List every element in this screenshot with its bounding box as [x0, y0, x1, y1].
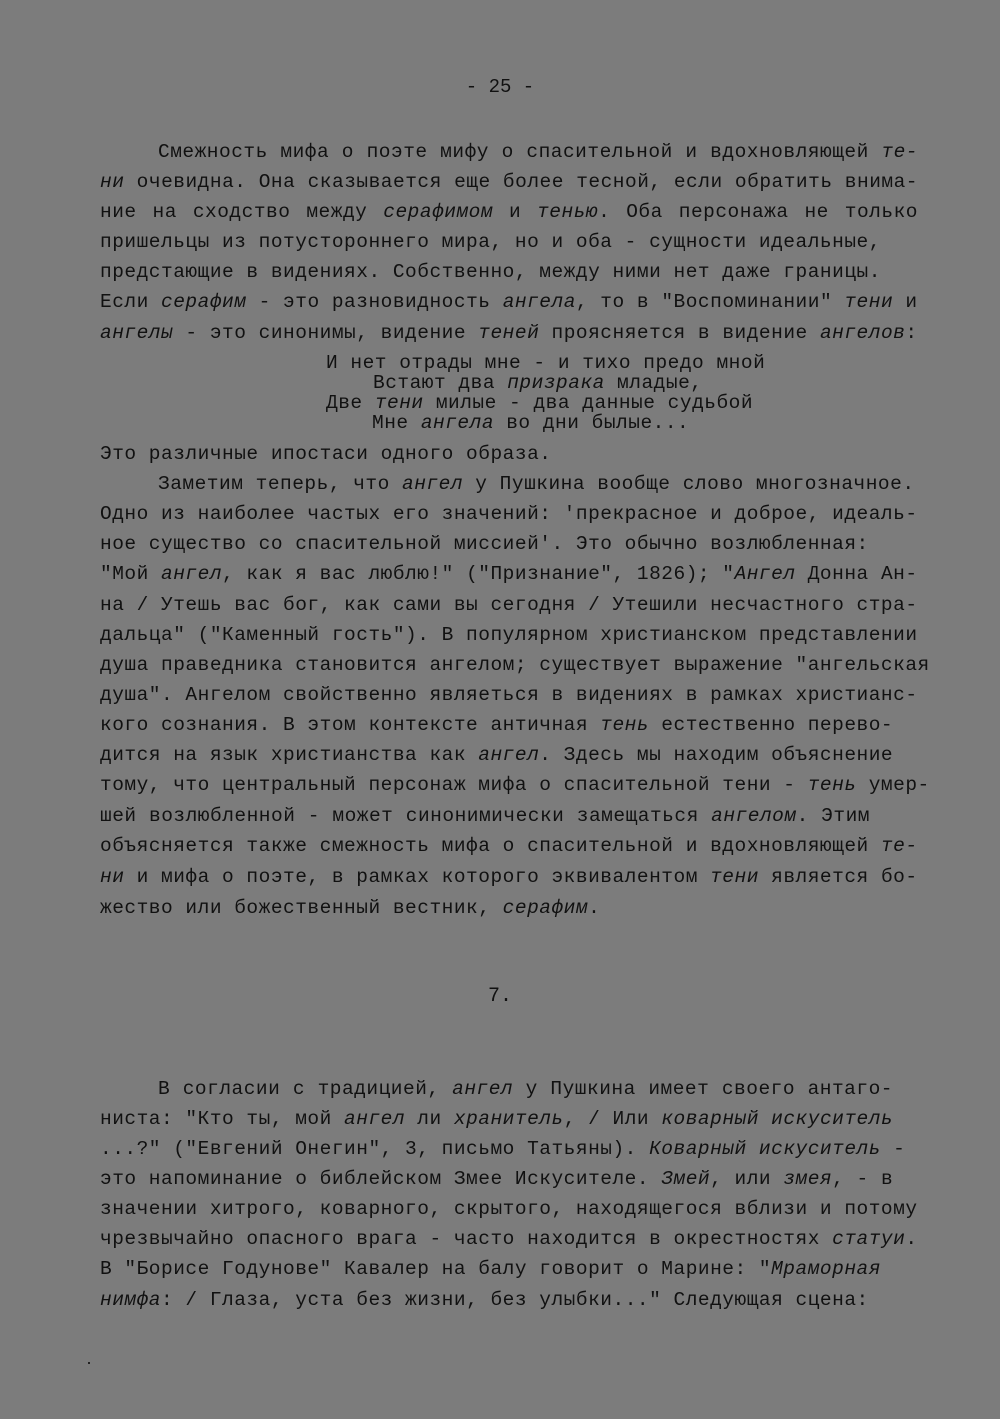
text-line: В "Борисе Годунове" Кавалер на балу говорит о Марине: "Мраморная	[100, 1258, 881, 1280]
text-line: кого сознания. В этом контексте античная тень естественно перево-	[100, 714, 894, 736]
text-line: ное существо со спасительной миссией'. Это обычно возлюбленная:	[100, 533, 869, 555]
text-line: дальца" ("Каменный гость"). В популярном христианском представлении	[100, 624, 918, 646]
text-line: Заметим теперь, что ангел у Пушкина вообще слово многозначное.	[158, 473, 915, 495]
text-line: это напоминание о библейском Змее Искусителе. Змей, или змея, - в	[100, 1168, 894, 1190]
text-line: Смежность мифа о поэте мифу о спасительной и вдохновляющей те-	[158, 141, 918, 163]
text-line: шей возлюбленной - может синонимически замещаться ангелом. Этим	[100, 805, 870, 827]
text-line: ни и мифа о поэте, в рамках которого эквивалентом тени является бо-	[100, 866, 918, 888]
text-line: жество или божественный вестник, серафим.	[100, 897, 601, 919]
verse-line: Две тени милые - два данные судьбой	[326, 392, 754, 414]
text-line: душа праведника становится ангелом; существует выражение "ангельская	[100, 654, 930, 676]
text-line: значении хитрого, коварного, скрытого, находящегося вблизи и потому	[100, 1198, 918, 1220]
scan-speck	[88, 1362, 90, 1364]
text-line: тому, что центральный персонаж мифа о спасительной тени - тень умер-	[100, 774, 930, 796]
text-line: Если серафим - это разновидность ангела, то в "Воспоминании" тени и	[100, 291, 918, 313]
text-line: душа". Ангелом свойственно являеться в видениях в рамках христианс-	[100, 684, 918, 706]
text-line: нимфа: / Глаза, уста без жизни, без улыбки..." Следующая сцена:	[100, 1289, 869, 1311]
text-line: ангелы - это синонимы, видение теней проясняется в видение ангелов:	[100, 322, 918, 344]
text-line: предстающие в видениях. Собственно, между ними нет даже границы.	[100, 261, 881, 283]
text-line: "Мой ангел, как я вас люблю!" ("Признание", 1826); "Ангел Донна Ан-	[100, 563, 918, 585]
text-line: ниста: "Кто ты, мой ангел ли хранитель, / Или коварный искуситель	[100, 1108, 894, 1130]
text-line: на / Утешь вас бог, как сами вы сегодня / Утешили несчастного стра-	[100, 594, 918, 616]
text-line: дится на язык христианства как ангел. Здесь мы находим объяснение	[100, 744, 894, 766]
page-number: - 25 -	[465, 76, 535, 98]
text-line: Одно из наиболее частых его значений: 'прекрасное и доброе, идеаль-	[100, 503, 918, 525]
text-line: ни очевидна. Она сказывается еще более тесной, если обратить внима-	[100, 171, 918, 193]
text-line: пришельцы из потустороннего мира, но и оба - сущности идеальные,	[100, 231, 881, 253]
verse-line: Встают два призрака младые,	[373, 372, 703, 394]
text-line: ...?" ("Евгений Онегин", 3, письмо Татьяны). Коварный искуситель -	[100, 1138, 906, 1160]
section-number: 7.	[487, 985, 512, 1008]
text-line: объясняется также смежность мифа о спасительной и вдохновляющей те-	[100, 835, 918, 857]
verse-line: И нет отрады мне - и тихо предо мной	[326, 352, 766, 374]
text-line: ние на сходство между серафимом и тенью. Оба персонажа не только	[100, 201, 918, 223]
text-line: чрезвычайно опасного врага - часто находится в окрестностях статуи.	[100, 1228, 918, 1250]
text-line: Это различные ипостаси одного образа.	[100, 443, 552, 465]
text-line: В согласии с традицией, ангел у Пушкина имеет своего антаго-	[158, 1078, 893, 1100]
verse-line: Мне ангела во дни былые...	[372, 412, 690, 434]
